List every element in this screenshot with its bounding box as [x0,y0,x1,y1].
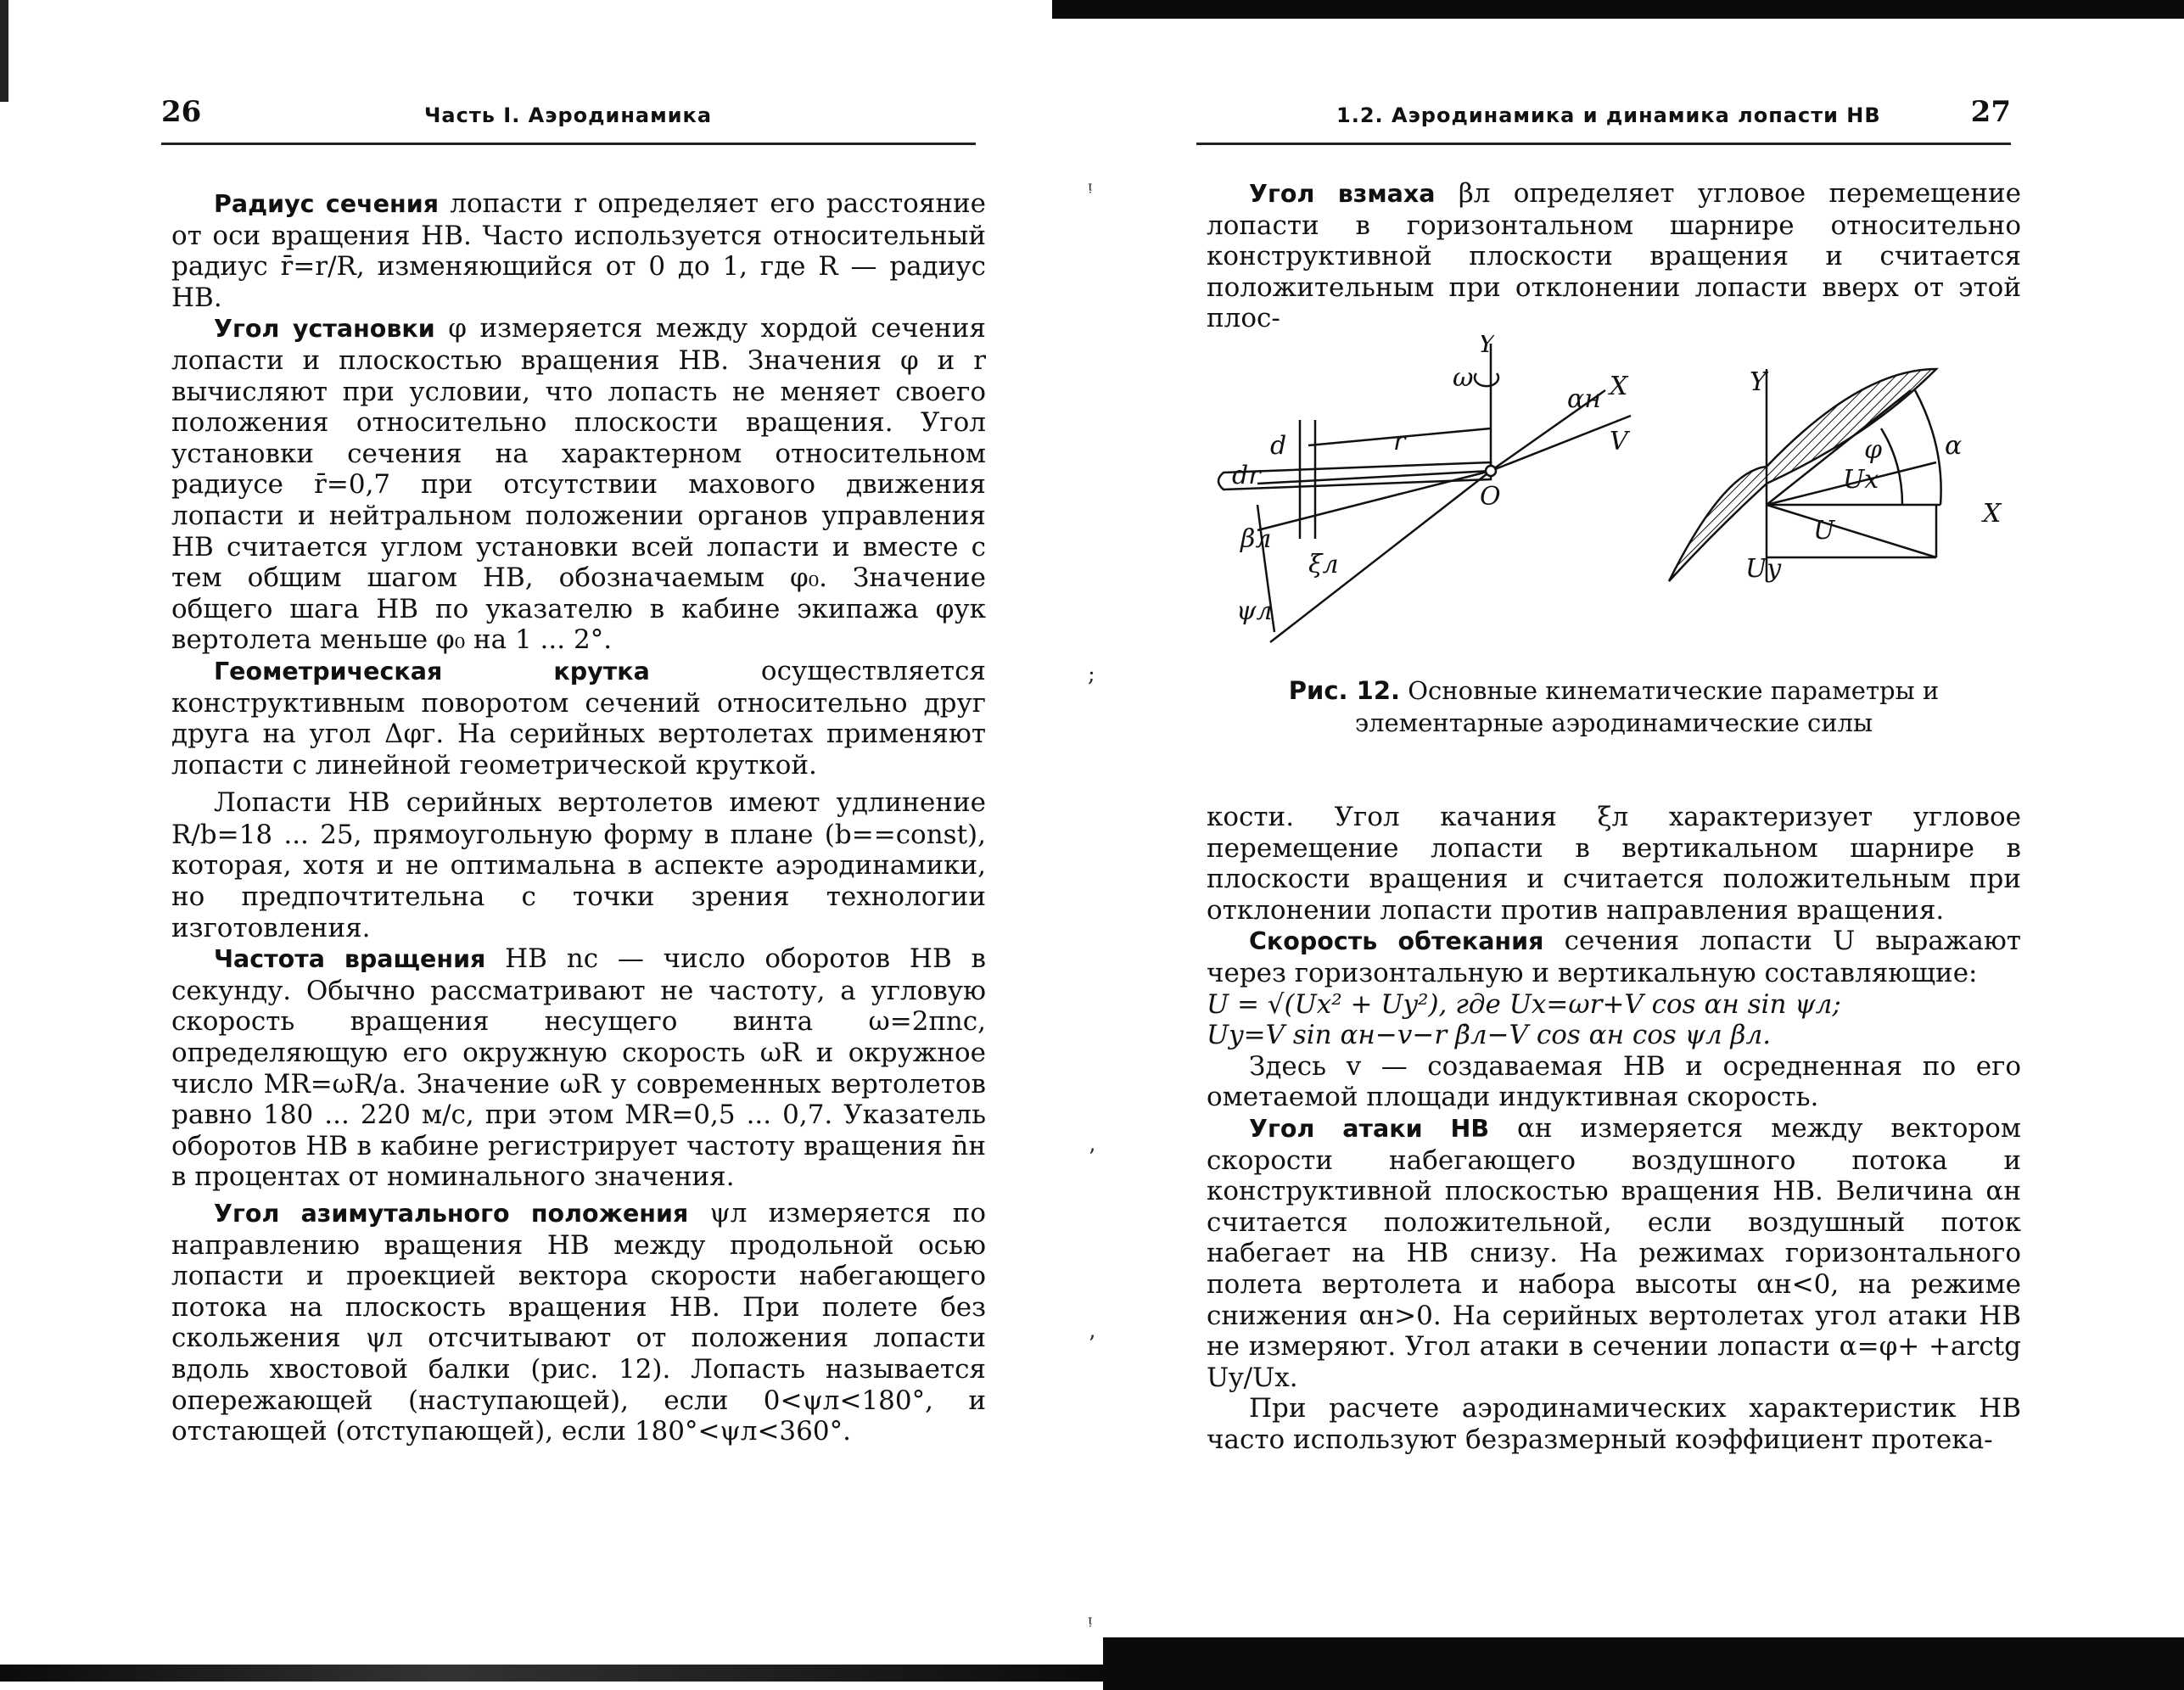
paragraph [1207,802,2021,926]
caption-text: Основные кинематические параметры и элементарные аэродинамические силы [1354,676,1940,737]
term: Угол атаки НВ [1249,1114,1490,1143]
formula: Uy=V sin αн−v−r β̇л−V cos αн cos ψл βл. [1207,1020,1772,1051]
paragraph [1207,926,2021,988]
scan-edge-left [0,0,8,102]
label-xi: ξл [1308,550,1339,579]
label-beta: βл [1240,524,1272,554]
term: Скорость обтекания [1249,927,1544,956]
term: Угол азимутального положения [214,1200,689,1228]
scan-edge-top [1052,0,2184,19]
label-x: X [1610,372,1628,401]
label-omega: ω [1453,363,1474,393]
paragraph-text: осуществляется конструктивным поворотом сечений относительно друг друга на угол Δφг. На серийных вертолетах применяют лопасти с линейной геометрической круткой. [171,655,986,781]
gutter-mark: ᵎ [1088,178,1092,204]
body-text [171,188,986,1447]
label-r: r [1393,427,1406,456]
label-y-airfoil: Y [1750,367,1767,397]
paragraph [171,656,986,781]
page-header [161,92,976,145]
alpha-arc [1915,390,1941,505]
paragraph-text: βл определяет угловое перемещение лопасти в горизонтальном шарнире относительно конструктивной плоскости вращения и считается положительным при отклонении лопасти вверх от этой плос- [1207,178,2021,334]
paragraph [1207,1113,2021,1393]
label-y: Y [1478,335,1495,359]
formula: U = √(Ux² + Uy²), где Ux=ωr+V cos αн sin ψл; [1207,988,1841,1020]
paragraph [171,787,986,943]
figure-12-drawing [1207,335,2021,674]
paragraph-text: кости. Угол качания ξл характеризует угловое перемещение лопасти в вертикальном шарнире в плоскости вращения и считается положительным при отклонении лопасти против направления вращения. [1207,802,2021,926]
phi-arc [1881,428,1902,505]
term: Геометрическая крутка [214,657,650,686]
paragraph-text: НВ nс — число оборотов НВ в секунду. Обычно рассматривают не частоту, а угловую скорость вращения несущего винта ω=2πnс, определяющую его окружную скорость ωR и окружное число MR=ωR/a. Значение ωR у современных вертолетов равно 180 ... 220 м/с, при этом MR=0,5 ... 0,7. Указатель оборотов НВ в кабине регистрирует частоту вращения n̄н в процентах от номинального значения. [171,943,986,1193]
label-ux: Ux [1843,465,1879,495]
scan-edge-bottom-left [0,1665,1103,1682]
u-vector [1767,505,1936,557]
paragraph [1207,1393,2021,1455]
page-number: 26 [161,95,202,129]
paragraph [171,313,986,656]
paragraph [1207,1051,2021,1113]
running-head: Часть I. Аэродинамика [424,104,713,127]
paragraph-text: При расчете аэродинамических характеристик НВ часто используют безразмерный коэффициент протека- [1207,1393,2021,1455]
label-v: V [1610,427,1628,456]
paragraph [171,188,986,313]
label-phi: φ [1864,435,1883,465]
label-alpha-n: αн [1567,384,1602,414]
body-text-top [1207,178,2021,334]
body-text-bottom [1207,802,2021,1455]
page-number: 27 [1970,95,2011,129]
gutter-mark: ʼ [1088,1332,1095,1357]
paragraph [1207,178,2021,334]
airfoil-diagram [1669,369,1941,581]
label-o: O [1480,482,1501,512]
term: Частота вращения [214,945,486,974]
label-uy: Uy [1745,554,1782,584]
gutter-mark: ᵎ [1088,1612,1092,1637]
scan-edge-bottom-right [1103,1637,2184,1690]
paragraph-text: φ измеряется между хордой сечения лопасти и плоскостью вращения НВ. Значения φ и r вычисляют при условии, что лопасть не меняет своего положения относительно плоскости вращения. Угол установки сечения на характерном относительном радиусе r̄=0,7 при отсутствии махового движения лопасти и нейтральном положении органов управления НВ считается углом установки всей лопасти и вместе с тем общим шагом НВ, обозначаемым φ₀. Значение общего шага НВ по указателю в кабине экипажа φук вертолета меньше φ₀ на 1 ... 2°. [171,313,986,656]
term: Угол взмаха [1249,180,1436,208]
term: Угол установки [214,315,435,344]
formula-line [1207,989,2021,1021]
paragraph-text: αн измеряется между вектором скорости набегающего воздушного потока и конструктивной плоскостью вращения НВ. Величина αн считается положительной, если воздушный поток набегает на НВ снизу. На режимах горизонтального полета вертолета и набора высоты αн<0, на режиме снижения αн>0. На серийных вертолетах угол атаки НВ не измеряют. Угол атаки в сечении лопасти α=φ+ +arctg Uy/Ux. [1207,1112,2021,1393]
label-u: U [1813,516,1835,546]
formula-line [1207,1020,2021,1051]
hub-point [1486,466,1496,476]
paragraph [171,1198,986,1447]
figure-12 [1207,335,2021,674]
paragraph [171,943,986,1193]
paragraph-text: Лопасти НВ серийных вертолетов имеют удлинение R/b=18 ... 25, прямоугольную форму в плане (b==const), которая, хотя и не оптимальна в аспекте аэродинамики, но предпочтительна с точки зрения технологии изготовления. [171,787,986,943]
rotation-arc [1475,373,1498,386]
gutter-mark: ; [1088,662,1095,687]
label-dr: dr [1232,461,1261,490]
psi-line [1270,471,1491,642]
paragraph-text: лопасти r определяет его расстояние от оси вращения НВ. Часто используется относительный радиус r̄=r/R, изменяющийся от 0 до 1, где R — радиус НВ. [171,188,986,313]
running-head: 1.2. Аэродинамика и динамика лопасти НВ [1336,104,1881,127]
label-x-airfoil: X [1983,499,2002,529]
blade-deflected [1257,471,1491,530]
page-header [1196,92,2011,145]
paragraph-text: Здесь v — создаваемая НВ и осредненная по его ометаемой площади индуктивная скорость. [1207,1050,2021,1113]
label-alpha: α [1945,431,1963,461]
term: Радиус сечения [214,190,440,218]
figure-caption [1207,674,2021,739]
label-psi: ψл [1236,596,1273,626]
gutter-mark: ʼ [1088,1145,1095,1171]
paragraph-text: сечения лопасти U выражают через горизонтальную и вертикальную составляющие: [1207,926,2021,988]
caption-label: Рис. 12. [1288,676,1401,705]
paragraph-text: ψл измеряется по направлению вращения НВ между продольной осью лопасти и проекцией вектора скорости набегающего потока на плоскость вращения НВ. При полете без скольжения ψл отсчитывают от положения лопасти вдоль хвостовой балки (рис. 12). Лопасть называется опережающей (наступающей), если 0<ψл<180°, и отстающей (отступающей), если 180°<ψл<360°. [171,1198,987,1447]
label-d: d [1270,431,1287,461]
